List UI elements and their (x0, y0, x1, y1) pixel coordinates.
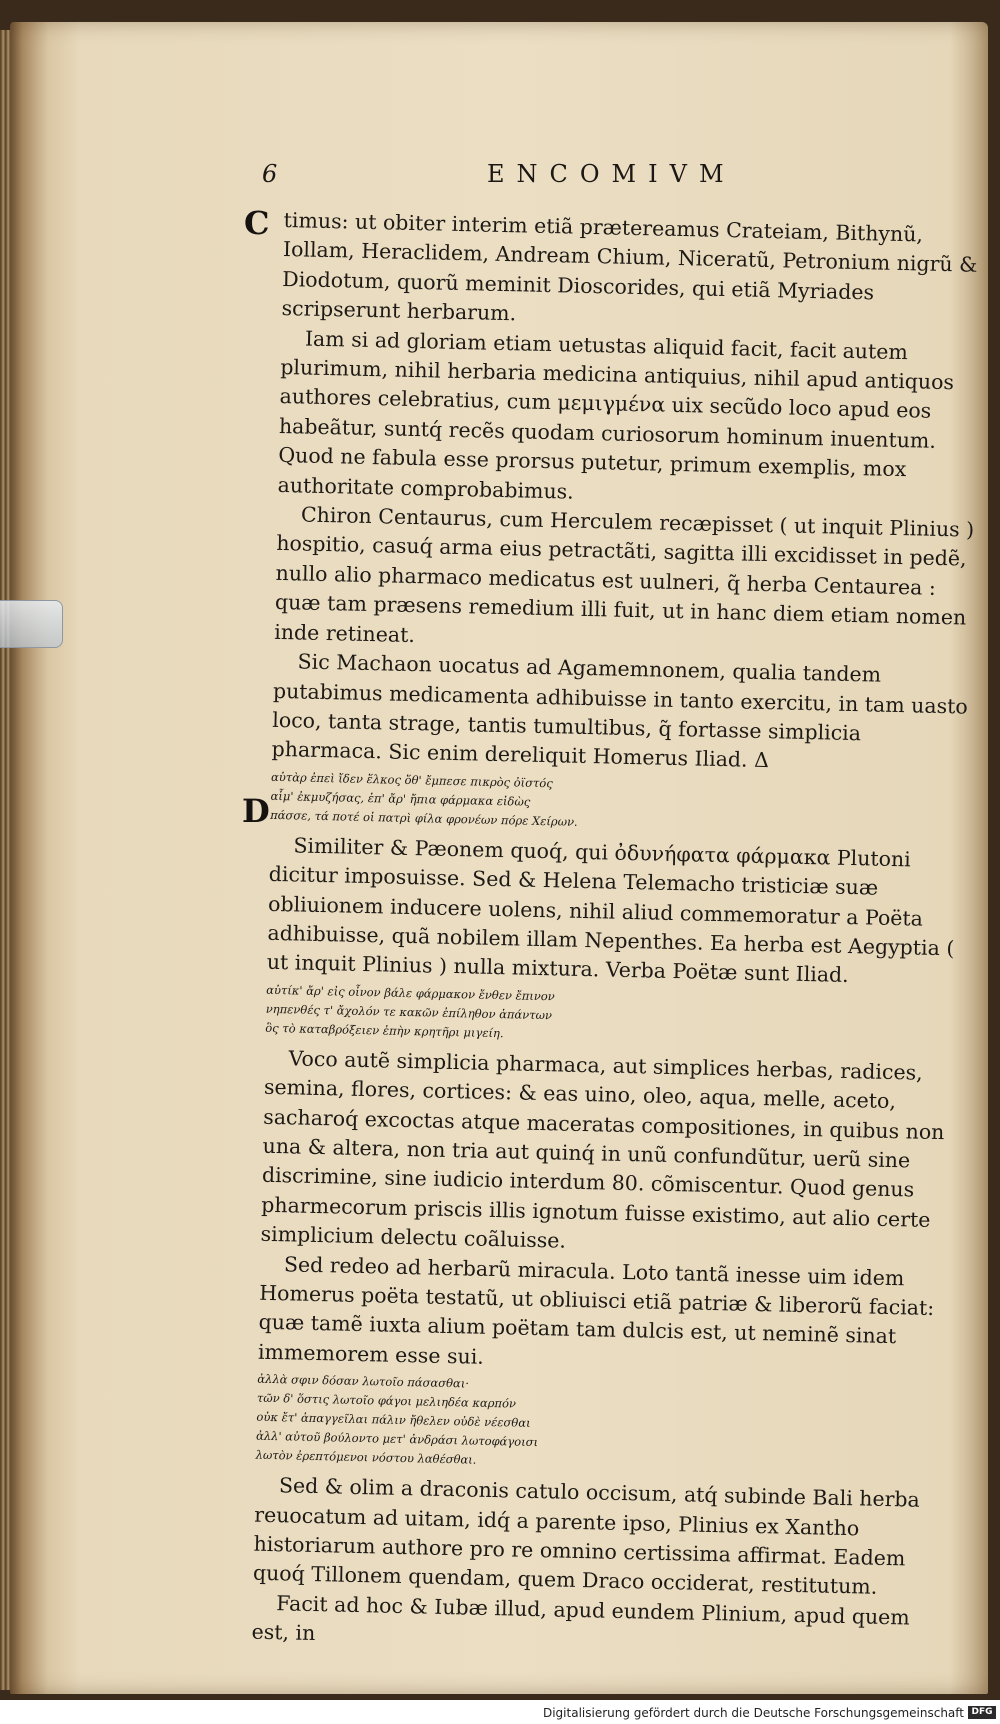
greek-line: τῶν δ' ὅστις λωτοῖο φάγοι μελιηδέα καρπόν (256, 1390, 517, 1411)
greek-line: ἀλλ' αὐτοῦ βούλοντο μετ' ἀνδράσι λωτοφάγοισι (255, 1428, 539, 1450)
greek-quote-1 (270, 768, 971, 841)
page-number: 6 (262, 160, 278, 188)
greek-line: νηπενθές τ' ἄχολόν τε κακῶν ἐπίληθον ἁπάντων (265, 1001, 553, 1023)
greek-line: αὐτίκ' ἄρ' εἰς οἶνον βάλε φάρμακον ἔνθεν ἔπινον (266, 982, 555, 1004)
dfg-logo: DFG (968, 1706, 996, 1719)
page-clip (0, 600, 63, 648)
paragraph-9: Facit ad hoc & Iubæ illud, apud eundem Plinium, apud quem est, in (251, 1591, 911, 1646)
margin-letter-c: C (244, 204, 270, 242)
greek-line: λωτὸν ἐρεπτόμενοι νόστου λαθέσθαι. (255, 1447, 477, 1467)
greek-line: οὐκ ἔτ' ἀπαγγεῖλαι πάλιν ἤθελεν οὐδὲ νέεσθαι (256, 1409, 531, 1431)
paragraph-4: Sic Machaon uocatus ad Agamemnonem, qualia tandem putabimus medicamenta adhibuisse in tanto exercitu, in tam uasto loco, tanta strage, tantis tumultibus, q̃ fortasse simplicia pharmaca. Sic enim dereliquit Homerus Iliad. Δ (271, 649, 969, 773)
paragraph-2: Iam si ad gloriam etiam uetustas aliquid facit, facit autem plurimum, nihil herbaria medicina antiquius, nihil apud antiquos authores celebratius, cum μεμιγμένα uix secũdo loco apud eos habeãtur, suntq́ recẽs quodam curiosorum hominum inuentum. Quod ne fabula esse prorsus putetur, primum exemplis, mox authoritate comprobabimus. (277, 326, 955, 504)
footer-bar (0, 1700, 1000, 1724)
footer-credit: Digitalisierung gefördert durch die Deutsche Forschungsgemeinschaft (542, 1706, 964, 1720)
greek-line: πάσσε, τά ποτέ οἱ πατρὶ φίλα φρονέων πόρε Χείρων. (270, 807, 578, 829)
paragraph-7: Sed redeo ad herbarũ miracula. Loto tantã inesse uim idem Homerus poëta testatũ, ut obliuisci etiã patriæ & liberorũ faciat: quæ tamẽ iuxta alium poëtam tam dulcis est, ut neminẽ sinat immemorem esse sui. (257, 1251, 935, 1369)
text-block (251, 206, 984, 1663)
greek-quote-2 (265, 981, 966, 1054)
greek-line: ὃς τὸ καταβρόξειεν ἐπὴν κρητῆρι μιγείη. (265, 1020, 504, 1040)
paragraph-6: Voco autẽ simplicia pharmaca, aut simplices herbas, radices, semina, flores, cortices: & eas uino, oleo, aqua, melle, aceto, sacharoq́ excoctas atque maceratas compositiones, in quibus non una & altera, non tria aut quinq́ in unũ confundũtur, uerũ sine discrimine, sine iudicio interdum 80. cõmiscentur. Quod genus pharmecorum priscis illis ignotum fuisse existimo, aut alio certe simplicium delectu coãluisse. (260, 1046, 945, 1253)
running-head: ENCOMIVM (487, 160, 736, 188)
paragraph-5: Similiter & Pæonem quoq́, qui ὀδυνήφατα φάρμακα Plutoni dicitur imposuisse. Sed & Helena Telemacho tristiciæ suæ obliuionem inducere uolens, nihil aliud commemoratur a Poëta adhibuisse, quã nobilem illam Nepenthes. Ea herba est Aegyptia ( ut inquit Plinius ) nulla mixtura. Verba Poëtæ sunt Iliad. (266, 833, 955, 988)
paragraph-1: timus: ut obiter interim etiã prætereamus Crateiam, Bithynũ, Iollam, Heraclidem, Andream Chium, Niceratũ, Petronium nigrũ & Diodotum, quorũ meminit Dioscorides, qui etiã Myriades scripserunt herbarum. (281, 207, 978, 326)
greek-line: αἷμ' ἐκμυζήσας, ἐπ' ἄρ' ἤπια φάρμακα εἰδὼς (270, 788, 531, 809)
greek-line: ἀλλὰ σφιν δόσαν λωτοῖο πάσασθαι· (257, 1371, 470, 1391)
greek-line: αὐτὰρ ἐπεὶ ἴδεν ἕλκος ὅθ' ἔμπεσε πικρὸς ὀϊστός (270, 769, 553, 790)
margin-letter-d: D (242, 792, 270, 830)
paragraph-3: Chiron Centaurus, cum Herculem recæpisset ( ut inquit Plinius ) hospitio, casuq́ arma eius petractãti, sagitta illi excidisset in pedẽ, nullo alio pharmaco medicatus est uulneri, q̃ herba Centaurea : quæ tam præsens remedium illi fuit, ut in hanc diem etiam nomen inde retineat. (274, 502, 975, 647)
paragraph-8: Sed & olim a draconis catulo occisum, atq́ subinde Bali herba reuocatum ad uitam, idq́ a parente ipso, Plinius ex Xantho historiarum authore pro re omnino certissima affirmat. Eadem quoq́ Tillonem quendam, quem Draco occiderat, restitutum. (252, 1473, 921, 1600)
greek-quote-3 (255, 1370, 957, 1481)
